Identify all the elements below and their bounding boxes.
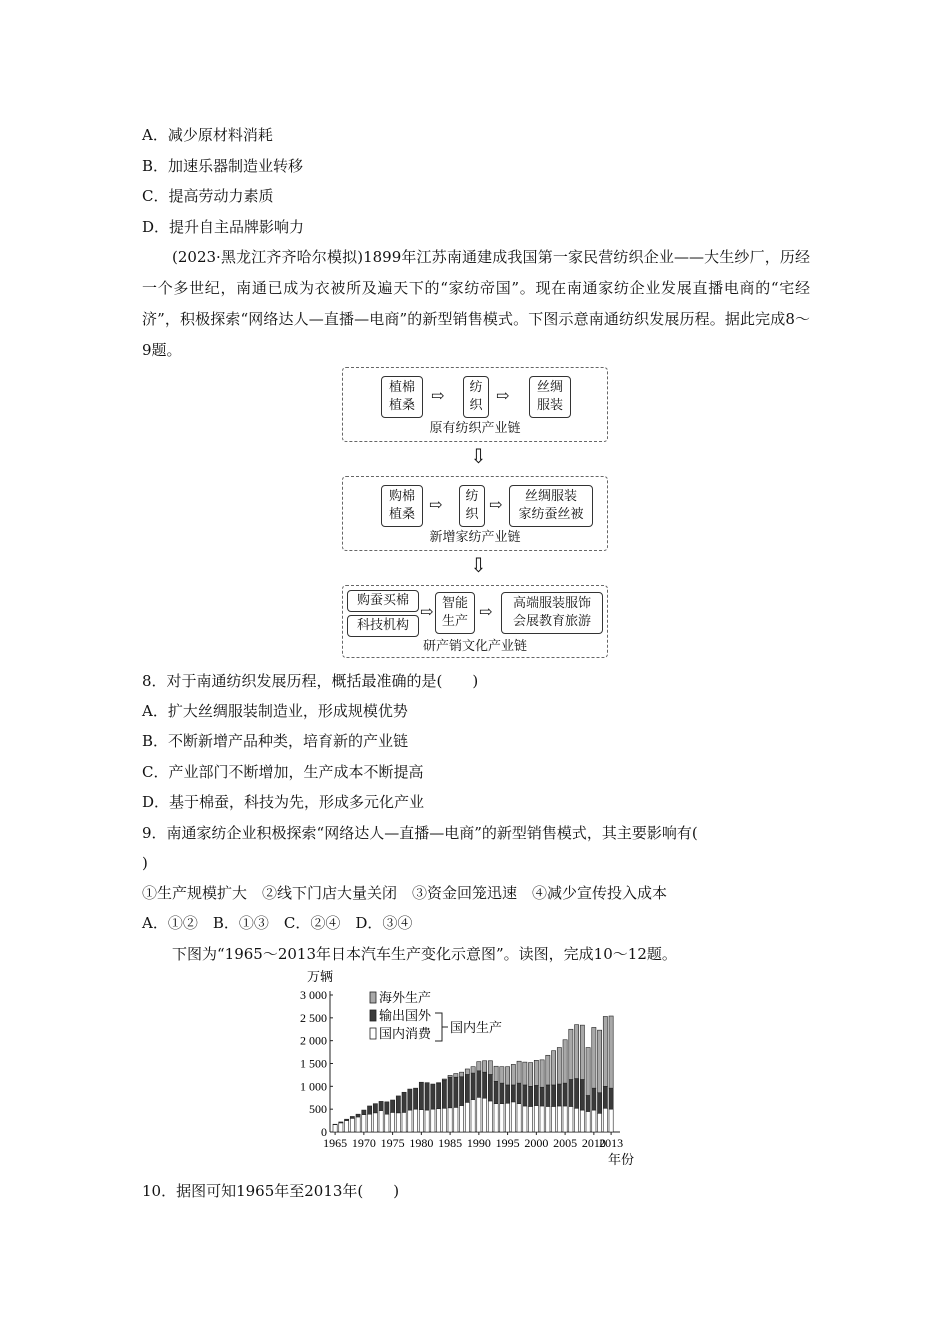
bar-国内消费-1974 bbox=[385, 1114, 389, 1132]
y-tick-label: 2 500 bbox=[300, 1010, 327, 1025]
bar-海外生产-2008 bbox=[580, 1025, 584, 1079]
stage3-box-purchase: 购蚕买棉 bbox=[347, 590, 419, 612]
bar-输出国外-1972 bbox=[373, 1104, 377, 1113]
bar-海外生产-2000 bbox=[534, 1060, 538, 1085]
bar-输出国外-1970 bbox=[362, 1110, 366, 1115]
stage2-box-purchase bbox=[381, 485, 423, 527]
x-tick-label: 1970 bbox=[351, 1136, 376, 1150]
bar-输出国外-1974 bbox=[385, 1102, 389, 1114]
right-arrow-icon: ⇨ bbox=[429, 495, 443, 514]
x-tick-label: 1975 bbox=[380, 1136, 405, 1150]
bar-输出国外-1968 bbox=[350, 1116, 354, 1118]
bar-国内消费-2003 bbox=[552, 1106, 556, 1132]
bar-输出国外-2001 bbox=[540, 1087, 544, 1106]
bar-国内消费-1970 bbox=[362, 1115, 366, 1132]
bar-海外生产-1998 bbox=[523, 1062, 527, 1085]
y-tick-label: 500 bbox=[309, 1102, 327, 1117]
stage2-box-textile bbox=[459, 485, 485, 527]
bar-国内消费-1979 bbox=[414, 1109, 418, 1132]
x-tick-label: 2010 bbox=[581, 1136, 606, 1150]
y-tick-label: 0 bbox=[321, 1125, 327, 1139]
x-tick-label: 1965 bbox=[323, 1136, 348, 1150]
y-tick-label: 3 000 bbox=[300, 988, 327, 1002]
bar-海外生产-2011 bbox=[598, 1030, 602, 1093]
x-tick-label: 1980 bbox=[409, 1136, 434, 1150]
bar-海外生产-1991 bbox=[483, 1061, 487, 1072]
right-arrow-icon: ⇨ bbox=[479, 602, 493, 621]
bar-海外生产-2010 bbox=[592, 1027, 596, 1088]
bar-国内消费-2006 bbox=[569, 1106, 573, 1132]
q7-option-b: B．加速乐器制造业转移 bbox=[142, 157, 304, 175]
bar-国内消费-2012 bbox=[603, 1108, 607, 1132]
bar-国内消费-1992 bbox=[488, 1101, 492, 1132]
bar-国内消费-2005 bbox=[563, 1106, 567, 1132]
bar-国内消费-1977 bbox=[402, 1112, 406, 1132]
bar-输出国外-2007 bbox=[575, 1079, 579, 1109]
bar-国内消费-1997 bbox=[517, 1104, 521, 1132]
bar-国内消费-1965 bbox=[333, 1125, 337, 1132]
bar-输出国外-1977 bbox=[402, 1092, 406, 1112]
bar-海外生产-1988 bbox=[465, 1069, 469, 1074]
bar-国内消费-2001 bbox=[540, 1106, 544, 1132]
bar-国内消费-1987 bbox=[460, 1106, 464, 1132]
bar-国内消费-1991 bbox=[483, 1098, 487, 1132]
q8-option-b: B．不断新增产品种类，培育新的产业链 bbox=[142, 732, 409, 750]
q9-stem: 9．南通家纺企业积极探索“网络达人—直播—电商”的新型销售模式，其主要影响有( bbox=[142, 824, 698, 842]
stage1-label: 原有纺织产业链 bbox=[429, 421, 521, 436]
bar-输出国外-2005 bbox=[563, 1083, 567, 1106]
bar-海外生产-2006 bbox=[569, 1029, 573, 1079]
stage2-box1-line2: 植桑 bbox=[388, 507, 415, 522]
y-tick-label: 2 000 bbox=[300, 1033, 327, 1048]
bar-海外生产-1992 bbox=[488, 1061, 492, 1075]
stage3-label: 研产销文化产业链 bbox=[422, 639, 527, 654]
stage2-box2-line2: 织 bbox=[465, 507, 479, 522]
x-tick-label: 2013 bbox=[599, 1136, 624, 1150]
down-arrow-icon: ⇩ bbox=[470, 444, 487, 468]
bar-国内消费-1975 bbox=[391, 1112, 395, 1132]
y-axis-title: 万辆 bbox=[306, 969, 334, 984]
q8-option-d: D．基于棉蚕，科技为先，形成多元化产业 bbox=[142, 793, 425, 811]
q7-option-a: A．减少原材料消耗 bbox=[142, 126, 273, 144]
bar-国内消费-1971 bbox=[368, 1114, 372, 1132]
bar-输出国外-1982 bbox=[431, 1084, 435, 1109]
stage3-box-smart-production bbox=[435, 592, 475, 634]
bar-国内消费-2009 bbox=[586, 1111, 590, 1132]
bar-国内消费-2011 bbox=[598, 1113, 602, 1132]
stage1-box3-line1: 丝绸 bbox=[536, 380, 563, 395]
bar-海外生产-1987 bbox=[460, 1072, 464, 1077]
q9-stem-cont: ) bbox=[142, 854, 148, 872]
q9-options: A．①② B．①③ C．②④ D．③④ bbox=[142, 914, 413, 932]
bar-输出国外-2000 bbox=[534, 1085, 538, 1105]
bar-海外生产-1989 bbox=[471, 1067, 475, 1073]
stage1-box-clothing bbox=[529, 376, 571, 418]
bar-国内消费-1985 bbox=[448, 1108, 452, 1132]
bar-国内消费-1996 bbox=[511, 1102, 515, 1132]
bar-输出国外-1984 bbox=[442, 1080, 446, 1108]
bar-国内消费-1981 bbox=[425, 1110, 429, 1132]
bar-输出国外-2012 bbox=[603, 1086, 607, 1108]
bar-输出国外-2011 bbox=[598, 1093, 602, 1114]
bar-输出国外-2003 bbox=[552, 1085, 556, 1106]
bar-国内消费-1969 bbox=[356, 1117, 360, 1132]
bar-输出国外-1966 bbox=[339, 1122, 343, 1123]
bar-海外生产-2002 bbox=[546, 1055, 550, 1085]
bar-海外生产-1993 bbox=[494, 1066, 498, 1081]
bar-输出国外-1987 bbox=[460, 1077, 464, 1106]
right-arrow-icon: ⇨ bbox=[489, 495, 503, 514]
legend-label-海外生产: 海外生产 bbox=[379, 990, 432, 1005]
bar-输出国外-1995 bbox=[506, 1085, 510, 1103]
stage1-box2-line2: 织 bbox=[469, 398, 483, 413]
bar-输出国外-1981 bbox=[425, 1083, 429, 1110]
intro-8-9: (2023·黑龙江齐齐哈尔模拟)1899年江苏南通建成我国第一家民营纺织企业——大生纱厂，历经一个多世纪，南通已成为衣被所及遍天下的“家纺帝国”。现在南通家纺企业发展直播电商的“宅经济”，积极探索“网络达人—直播—电商”的新型销售模式。下图示意南通纺织发展历程。据此完成8～9题。 bbox=[142, 248, 810, 359]
bar-海外生产-2009 bbox=[586, 1048, 590, 1096]
bar-输出国外-1991 bbox=[483, 1072, 487, 1098]
bar-输出国外-1980 bbox=[419, 1082, 423, 1109]
bar-海外生产-2003 bbox=[552, 1051, 556, 1085]
legend-swatch-国内消费 bbox=[370, 1028, 376, 1039]
bar-国内消费-1983 bbox=[437, 1109, 441, 1132]
bar-海外生产-2013 bbox=[609, 1016, 613, 1088]
x-tick-label: 2005 bbox=[553, 1136, 578, 1150]
bar-输出国外-1988 bbox=[465, 1074, 469, 1102]
q8-option-a: A．扩大丝绸服装制造业，形成规模优势 bbox=[142, 702, 408, 720]
bar-海外生产-1986 bbox=[454, 1074, 458, 1078]
bar-海外生产-2007 bbox=[575, 1025, 579, 1079]
stage3-box-high-end bbox=[501, 592, 603, 634]
bar-海外生产-1995 bbox=[506, 1067, 510, 1085]
bar-输出国外-1994 bbox=[500, 1083, 504, 1104]
bar-输出国外-1976 bbox=[396, 1096, 400, 1113]
stage2-box3-line2: 家纺蚕丝被 bbox=[518, 507, 584, 522]
stage1-box1-line2: 植桑 bbox=[388, 398, 415, 413]
bar-输出国外-2009 bbox=[586, 1095, 590, 1111]
japan-auto-production-chart bbox=[290, 965, 670, 1170]
legend-swatch-输出国外 bbox=[370, 1010, 376, 1021]
stage1-box3-line2: 服装 bbox=[536, 398, 563, 413]
bar-国内消费-1993 bbox=[494, 1104, 498, 1132]
bar-国内消费-1995 bbox=[506, 1103, 510, 1132]
stage1-box2-line1: 纺 bbox=[469, 380, 483, 395]
bar-输出国外-1975 bbox=[391, 1100, 395, 1112]
bar-输出国外-1983 bbox=[437, 1083, 441, 1109]
stage3-box2-line1: 智能 bbox=[441, 596, 468, 611]
q8-stem: 8．对于南通纺织发展历程，概括最准确的是( ) bbox=[142, 672, 479, 690]
chart-svg bbox=[290, 965, 670, 1170]
q7-option-d: D．提升自主品牌影响力 bbox=[142, 218, 305, 236]
bar-国内消费-1966 bbox=[339, 1123, 343, 1132]
bar-输出国外-1999 bbox=[529, 1086, 533, 1106]
bar-输出国外-1989 bbox=[471, 1073, 475, 1099]
legend-swatch-海外生产 bbox=[370, 992, 376, 1003]
stage-original-chain bbox=[342, 367, 608, 442]
bar-输出国外-1993 bbox=[494, 1081, 498, 1103]
bar-海外生产-2005 bbox=[563, 1040, 567, 1083]
stage3-box3-line1: 高端服装服饰 bbox=[512, 596, 591, 611]
bar-海外生产-2001 bbox=[540, 1060, 544, 1087]
stage2-box1-line1: 购棉 bbox=[388, 489, 415, 504]
bar-输出国外-2010 bbox=[592, 1088, 596, 1110]
q9-items: ①生产规模扩大 ②线下门店大量关闭 ③资金回笼迅速 ④减少宣传投入成本 bbox=[142, 884, 668, 902]
stage3-box-tech: 科技机构 bbox=[347, 615, 419, 637]
bar-海外生产-1996 bbox=[511, 1064, 515, 1085]
right-arrow-icon: ⇨ bbox=[420, 602, 434, 621]
bar-输出国外-1978 bbox=[408, 1089, 412, 1110]
bar-国内消费-1968 bbox=[350, 1118, 354, 1132]
stage-culture-chain bbox=[342, 585, 608, 658]
bar-海外生产-1990 bbox=[477, 1062, 481, 1071]
stage1-box-textile bbox=[463, 376, 489, 418]
bar-输出国外-1986 bbox=[454, 1077, 458, 1107]
bar-国内消费-1988 bbox=[465, 1102, 469, 1132]
x-tick-label: 1995 bbox=[495, 1136, 520, 1150]
bar-国内消费-2010 bbox=[592, 1110, 596, 1132]
bar-国内消费-2013 bbox=[609, 1109, 613, 1132]
bar-输出国外-1985 bbox=[448, 1077, 452, 1108]
bar-国内消费-1986 bbox=[454, 1107, 458, 1132]
stage3-box2-line2: 生产 bbox=[441, 614, 468, 629]
bar-国内消费-1978 bbox=[408, 1110, 412, 1132]
right-arrow-icon: ⇨ bbox=[431, 386, 445, 405]
y-tick-label: 1 500 bbox=[300, 1056, 327, 1071]
bar-输出国外-1996 bbox=[511, 1085, 515, 1102]
legend-label-国内消费: 国内消费 bbox=[379, 1026, 432, 1041]
bar-国内消费-1989 bbox=[471, 1100, 475, 1132]
bar-国内消费-1994 bbox=[500, 1104, 504, 1132]
bar-海外生产-1984 bbox=[442, 1079, 446, 1080]
bar-国内消费-2008 bbox=[580, 1110, 584, 1132]
bar-国内消费-1998 bbox=[523, 1106, 527, 1132]
bar-国内消费-1982 bbox=[431, 1109, 435, 1132]
q8-option-c: C．产业部门不断增加，生产成本不断提高 bbox=[142, 763, 424, 781]
bar-输出国外-1967 bbox=[345, 1119, 349, 1120]
stage2-box2-line1: 纺 bbox=[465, 489, 479, 504]
bar-国内消费-2007 bbox=[575, 1108, 579, 1132]
bar-国内消费-1967 bbox=[345, 1121, 349, 1132]
x-tick-label: 2000 bbox=[524, 1136, 549, 1150]
bar-国内消费-1984 bbox=[442, 1108, 446, 1132]
stage-new-home-textile-chain bbox=[342, 476, 608, 551]
bar-海外生产-1985 bbox=[448, 1075, 452, 1077]
stage2-label: 新增家纺产业链 bbox=[429, 530, 521, 545]
bar-输出国外-2006 bbox=[569, 1079, 573, 1106]
bar-输出国外-1997 bbox=[517, 1083, 521, 1104]
bar-输出国外-1998 bbox=[523, 1085, 527, 1106]
bar-输出国外-2002 bbox=[546, 1085, 550, 1106]
bar-国内消费-1972 bbox=[373, 1113, 377, 1132]
stage1-box1-line1: 植棉 bbox=[388, 380, 415, 395]
y-tick-label: 1 000 bbox=[300, 1079, 327, 1094]
bar-输出国外-1969 bbox=[356, 1114, 360, 1117]
x-tick-label: 1990 bbox=[466, 1136, 491, 1150]
bar-国内消费-1973 bbox=[379, 1111, 383, 1132]
legend-group-label: 国内生产 bbox=[450, 1020, 503, 1035]
bar-海外生产-1994 bbox=[500, 1067, 504, 1083]
q10-stem: 10．据图可知1965年至2013年( ) bbox=[142, 1182, 400, 1200]
bar-国内消费-2000 bbox=[534, 1106, 538, 1132]
legend-bracket bbox=[435, 1013, 448, 1041]
bar-海外生产-2012 bbox=[603, 1016, 607, 1086]
x-tick-label: 1985 bbox=[438, 1136, 463, 1150]
stage2-box3-line1: 丝绸服装 bbox=[524, 489, 577, 504]
bar-国内消费-2004 bbox=[557, 1106, 561, 1132]
bar-海外生产-2004 bbox=[557, 1048, 561, 1085]
bar-国内消费-2002 bbox=[546, 1106, 550, 1132]
bar-国内消费-1976 bbox=[396, 1113, 400, 1132]
bar-输出国外-2004 bbox=[557, 1084, 561, 1106]
bar-国内消费-1990 bbox=[477, 1097, 481, 1132]
bar-输出国外-1971 bbox=[368, 1106, 372, 1114]
bar-海外生产-1999 bbox=[529, 1063, 533, 1087]
q7-option-c: C．提高劳动力素质 bbox=[142, 187, 274, 205]
bar-输出国外-1990 bbox=[477, 1071, 481, 1097]
bar-输出国外-1979 bbox=[414, 1088, 418, 1109]
bar-输出国外-2008 bbox=[580, 1079, 584, 1110]
bar-输出国外-2013 bbox=[609, 1088, 613, 1109]
bar-输出国外-1973 bbox=[379, 1101, 383, 1110]
stage2-box-products bbox=[509, 485, 593, 527]
bar-海外生产-1997 bbox=[517, 1061, 521, 1083]
stage3-box3-line2: 会展教育旅游 bbox=[512, 614, 591, 629]
down-arrow-icon: ⇩ bbox=[470, 553, 487, 577]
x-axis-title: 年份 bbox=[608, 1152, 635, 1167]
bar-输出国外-1992 bbox=[488, 1074, 492, 1100]
intro-10-12: 下图为“1965～2013年日本汽车生产变化示意图”。读图，完成10～12题。 bbox=[172, 945, 677, 963]
stage1-box-planting bbox=[381, 376, 423, 418]
right-arrow-icon: ⇨ bbox=[496, 386, 510, 405]
bar-国内消费-1999 bbox=[529, 1106, 533, 1132]
legend-label-输出国外: 输出国外 bbox=[379, 1008, 432, 1023]
bar-国内消费-1980 bbox=[419, 1110, 423, 1132]
